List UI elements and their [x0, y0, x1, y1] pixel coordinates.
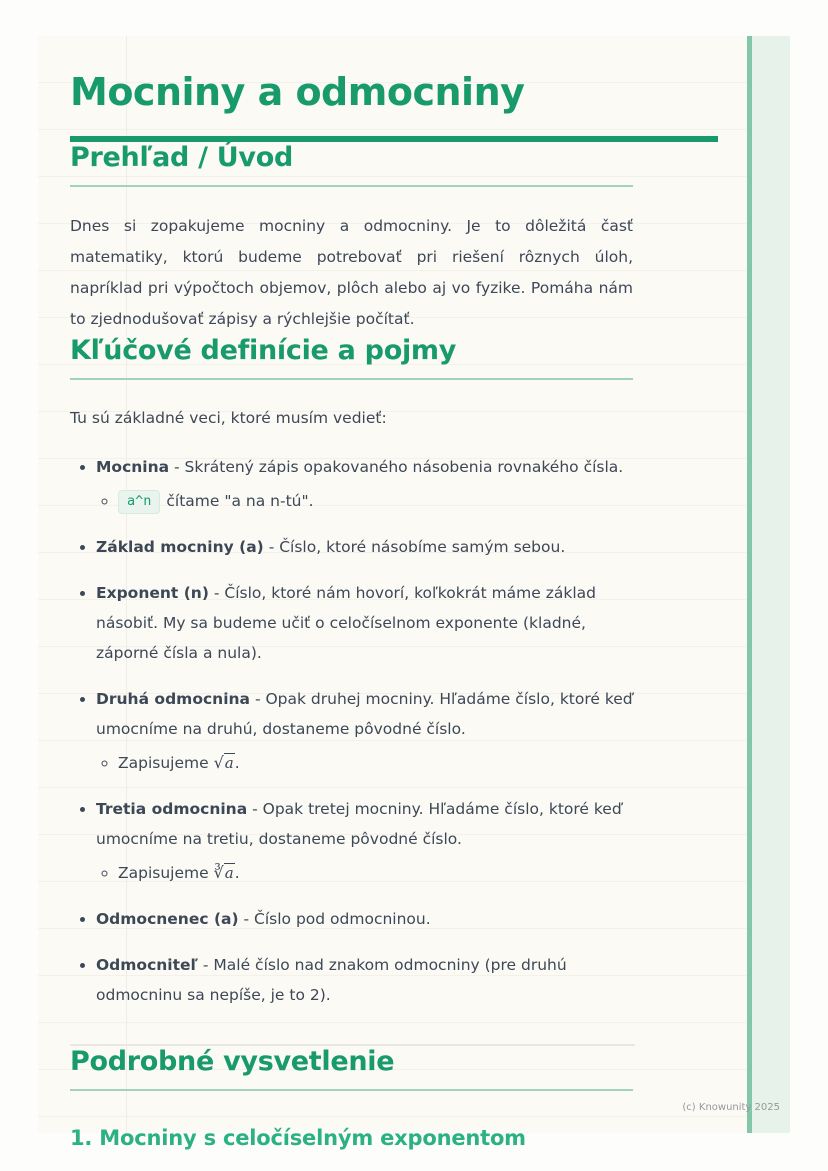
sub-item-text: Zapisujeme: [118, 754, 214, 772]
definition-term: Druhá odmocnina: [96, 690, 251, 708]
definition-desc: - Číslo, ktoré násobíme samým sebou.: [263, 538, 566, 556]
definition-desc: - Skrátený zápis opakovaného násobenia rovnakého čísla.: [169, 458, 624, 476]
section-heading-definitions: Kľúčové definície a pojmy: [70, 335, 633, 380]
list-item: [96, 578, 633, 668]
list-item: [118, 486, 633, 516]
document-content: [70, 70, 720, 1151]
sub-item-text: .: [234, 754, 240, 772]
footer-credit: (c) Knowunity 2025: [682, 1102, 780, 1113]
definition-desc: - Opak druhej mocniny. Hľadáme číslo, ktoré keď umocníme na druhú, dostaneme pôvodné číslo.: [96, 690, 633, 738]
radical-sign: √: [213, 753, 224, 772]
radical-sign: ∛: [213, 863, 224, 882]
radicand: a: [224, 864, 234, 882]
definition-desc: - Číslo, ktoré nám hovorí, koľkokrát máme základ násobiť. My sa budeme učiť o celočíselnom exponente (kladné, záporné čísla a nula).: [96, 584, 596, 662]
intro-paragraph: Dnes si zopakujeme mocniny a odmocniny. Je to dôležitá časť matematiky, ktorú budeme potrebovať pri riešení rôznych úloh, napríklad pri výpočtoch objemov, plôch alebo aj vo fyzike. Pomáha nám to zjednodušovať zápisy a rýchlejšie počítať.: [70, 217, 633, 328]
radicand: a: [224, 754, 234, 772]
section-heading-intro: Prehľad / Úvod: [70, 142, 633, 187]
inline-code-badge: a^n: [118, 490, 160, 514]
list-item: [96, 452, 633, 516]
definition-term: Základ mocniny (a): [96, 538, 264, 556]
definition-term: Exponent (n): [96, 584, 209, 602]
list-item: [96, 684, 633, 778]
definition-term: Odmocnenec (a): [96, 910, 239, 928]
sub-list: [96, 486, 633, 516]
list-item: [96, 794, 633, 888]
sub-list: [96, 748, 633, 778]
definition-desc: - Číslo pod odmocninou.: [238, 910, 431, 928]
cube-root-expression: [214, 864, 235, 882]
document-page: [38, 36, 790, 1150]
definitions-list: [70, 452, 633, 1010]
definition-desc: - Opak tretej mocniny. Hľadáme číslo, ktoré keď umocníme na tretiu, dostaneme pôvodné číslo.: [96, 800, 622, 848]
definition-desc: - Malé číslo nad znakom odmocniny (pre druhú odmocninu sa nepíše, je to 2).: [96, 956, 567, 1004]
page-title: Mocniny a odmocniny: [70, 70, 525, 114]
sub-item-text: čítame "a na n-tú".: [166, 492, 314, 510]
section-heading-detail: Podrobné vysvetlenie: [70, 1046, 633, 1091]
definitions-lead: Tu sú základné veci, ktoré musím vedieť:: [70, 409, 387, 427]
list-item: [96, 904, 633, 934]
definition-term: Odmocniteľ: [96, 956, 198, 974]
definition-term: Mocnina: [96, 458, 170, 476]
detail-subheading: 1. Mocniny s celočíselným exponentom: [70, 1126, 526, 1150]
list-item: [96, 950, 633, 1010]
list-item: [118, 858, 633, 888]
sub-item-text: Zapisujeme: [118, 864, 214, 882]
sub-item-text: .: [234, 864, 240, 882]
definition-term: Tretia odmocnina: [96, 800, 248, 818]
square-root-expression: [214, 754, 235, 772]
list-item: [118, 748, 633, 778]
list-item: [96, 532, 633, 562]
sub-list: [96, 858, 633, 888]
side-accent-strip: [747, 36, 790, 1133]
